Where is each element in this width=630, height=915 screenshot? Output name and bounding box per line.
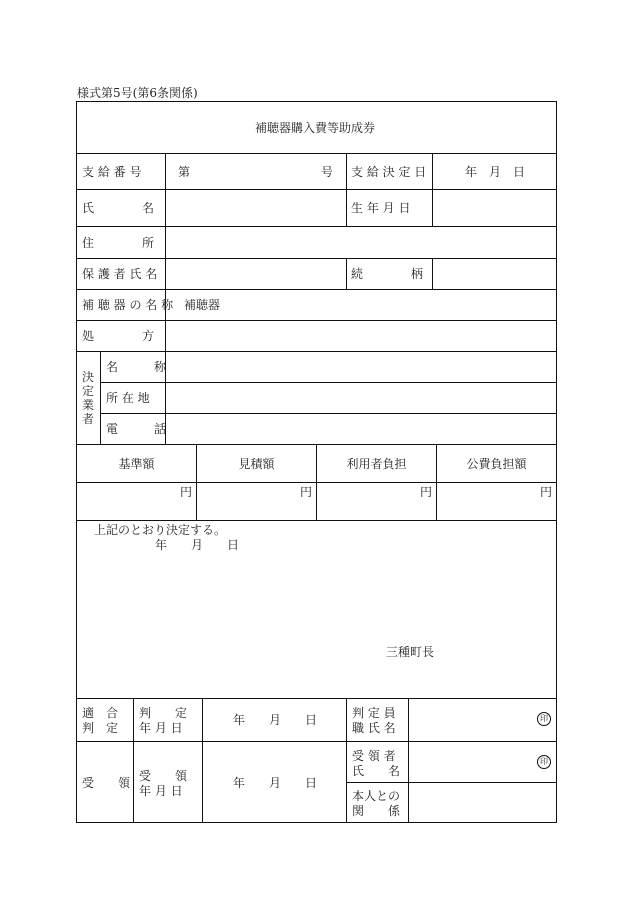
prescription-label: 処 方 <box>82 329 155 343</box>
vendor-phone-label: 電 話 <box>106 422 167 436</box>
birth-date-label: 生 年 月 日 <box>351 201 411 215</box>
name-label: 氏 名 <box>82 201 155 215</box>
decision-date: 年 月 日 <box>155 538 240 552</box>
decision-statement: 上記のとおり決定する。 <box>94 523 227 537</box>
judgement-date-value: 年 月 日 <box>233 713 318 727</box>
amount-header-public-share: 公費負担額 <box>466 457 527 471</box>
seal-icon: 印 <box>537 755 551 769</box>
device-name-label: 補 聴 器 の 名 称 <box>82 298 174 312</box>
relation-label-line1: 本人との <box>352 789 401 803</box>
decision-date-label: 支 給 決 定 日 <box>351 165 427 179</box>
amount-header-user-share: 利用者負担 <box>346 457 407 471</box>
form-number: 様式第5号(第6条関係) <box>77 86 198 100</box>
payment-number-suffix: 号 <box>321 165 334 179</box>
relationship-label: 続 柄 <box>351 267 424 281</box>
vendor-name-label: 名 称 <box>106 360 167 374</box>
amount-header-estimate: 見積額 <box>238 457 275 471</box>
amount-header-standard: 基準額 <box>118 457 155 471</box>
receipt-date-label-line1: 受 領 <box>139 769 188 783</box>
conformity-label-line2: 判 定 <box>82 721 119 735</box>
issuer-name: 三種町長 <box>386 645 435 659</box>
amount-unit-public-share: 円 <box>540 485 553 499</box>
receipt-date-value: 年 月 日 <box>233 776 318 790</box>
receiver-label-line2: 氏 名 <box>352 764 401 778</box>
form-title: 補聴器購入費等助成券 <box>254 121 375 135</box>
address-label: 住 所 <box>82 236 155 250</box>
judgement-date-label-line2: 年 月 日 <box>139 721 183 735</box>
guardian-name-label: 保 護 者 氏 名 <box>82 267 158 281</box>
relation-label-line2: 関 係 <box>352 804 401 818</box>
amount-unit-standard: 円 <box>180 485 193 499</box>
receiver-label-line1: 受 領 者 <box>352 749 396 763</box>
amount-unit-user-share: 円 <box>420 485 433 499</box>
judge-label-line1: 判 定 員 <box>352 706 396 720</box>
decision-date-value: 年 月 日 <box>465 165 526 179</box>
receipt-date-label-line2: 年 月 日 <box>139 784 183 798</box>
payment-number-label: 支 給 番 号 <box>82 165 142 179</box>
seal-icon: 印 <box>537 712 551 726</box>
judge-label-line2: 職 氏 名 <box>352 721 396 735</box>
device-name-value: 補聴器 <box>184 298 221 312</box>
conformity-label-line1: 適 合 <box>82 706 119 720</box>
frame-right <box>556 101 557 823</box>
amount-unit-estimate: 円 <box>300 485 313 499</box>
judgement-date-label-line1: 判 定 <box>139 706 188 720</box>
vendor-location-label: 所 在 地 <box>106 391 150 405</box>
receipt-label: 受 領 <box>82 776 131 790</box>
frame-bottom <box>76 822 557 823</box>
frame-top <box>76 101 557 102</box>
payment-number-prefix: 第 <box>178 165 191 179</box>
vendor-group-label: 決定業者 <box>82 370 95 426</box>
